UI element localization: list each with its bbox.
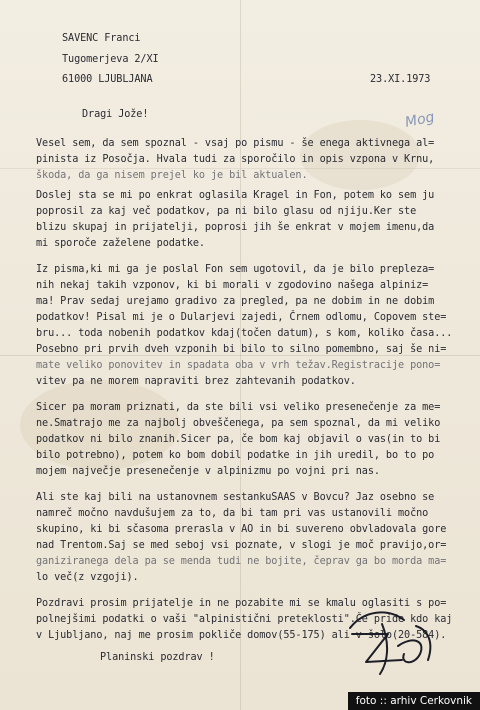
closing: Planinski pozdrav ! — [100, 652, 215, 663]
body-line: Iz pisma,ki mi ga je poslal Fon sem ugotovil, da je bilo prepleza= — [36, 264, 435, 275]
body-line: ganiziranega dela pa se menda tudi ne bojite, čeprav ga bo morda ma= — [36, 556, 447, 567]
sender-city: 61000 LJUBLJANA — [62, 74, 153, 85]
body-line: mojem največje presenečenje v alpinizmu po vojni pri nas. — [36, 466, 380, 477]
salutation: Dragi Jože! — [82, 109, 149, 120]
signature — [342, 600, 442, 680]
body-line: bru... toda nobenih podatkov kdaj(točen datum), s kom, koliko časa... — [36, 328, 453, 339]
body-line: v Ljubljano, naj me prosim pokliče domov(55-175) ali v šolo(20-584). — [36, 630, 447, 641]
body-line: vitev pa ne morem napraviti brez zahtevanih podatkov. — [36, 376, 356, 387]
body-line: polnejšimi podatki o vaši "alpinistični preteklosti".Če pride kdo kaj — [36, 614, 453, 625]
body-line: lo več(z vzgoji). — [36, 572, 139, 583]
body-line: Doslej sta se mi po enkrat oglasila Kragel in Fon, potem ko sem ju — [36, 190, 435, 201]
body-line: ma! Prav sedaj urejamo gradivo za pregled, pa ne dobim in ne dobim — [36, 296, 435, 307]
body-line: skupino, ki bi sčasoma prerasla v AO in bi suvereno obvladovala gore — [36, 524, 447, 535]
body-line: Sicer pa moram priznati, da ste bili vsi veliko presenečenje za me= — [36, 402, 441, 413]
body-line: Posebno pri prvih dveh vzponih bi bilo to silno pomembno, saj še ni= — [36, 344, 447, 355]
body-line: mate veliko ponovitev in spadata oba v vrh težav.Registracije pono= — [36, 360, 441, 371]
body-line: podatkov ni bilo znanih.Sicer pa, če bom kaj objavil o vas(in to bi — [36, 434, 441, 445]
body-line: Ali ste kaj bili na ustanovnem sestankuSAAS v Bovcu? Jaz osebno se — [36, 492, 435, 503]
letter-date: 23.XI.1973 — [370, 74, 431, 85]
sender-street: Tugomerjeva 2/XI — [62, 54, 159, 65]
body-line: ne.Smatrajo me za najbolj obveščenega, pa sem spoznal, da mi veliko — [36, 418, 441, 429]
body-line: poprosil za kaj več podatkov, pa ni bilo glasu od njiju.Ker ste — [36, 206, 417, 217]
body-line: namreč močno navdušujem za to, da bi tam pri vas ustanovili močno — [36, 508, 429, 519]
sender-name: SAVENC Franci — [62, 33, 141, 44]
body-line: Vesel sem, da sem spoznal - vsaj po pismu - še enega aktivnega al= — [36, 138, 435, 149]
body-line: podatkov! Pisal mi je o Dularjevi zajedi, Črnem odlomu, Copovem ste= — [36, 312, 447, 323]
body-line: bilo potrebno), potem ko bom dobil podatke in jih uredil, bo to po — [36, 450, 435, 461]
body-line: Pozdravi prosim prijatelje in ne pozabite mi se kmalu oglasiti s po= — [36, 598, 447, 609]
body-line: pinista iz Posočja. Hvala tudi za sporočilo in opis vzpona v Krnu, — [36, 154, 435, 165]
body-line: nad Trentom.Saj se med seboj vsi poznate, v slogi je moč pravijo,or= — [36, 540, 447, 551]
body-line: škoda, da ga nisem prejel ko je bil aktualen. — [36, 170, 308, 181]
body-line: nih nekaj takih vzponov, ki bi morali v zgodovino našega alpiniz= — [36, 280, 429, 291]
body-line: mi sporoče zaželene podatke. — [36, 238, 205, 249]
body-line: blizu skupaj in prijatelji, poprosi jih še enkrat v mojem imenu,da — [36, 222, 435, 233]
pencil-note: Mog — [403, 109, 436, 131]
photo-credit: foto :: arhiv Cerkovnik — [348, 692, 480, 710]
